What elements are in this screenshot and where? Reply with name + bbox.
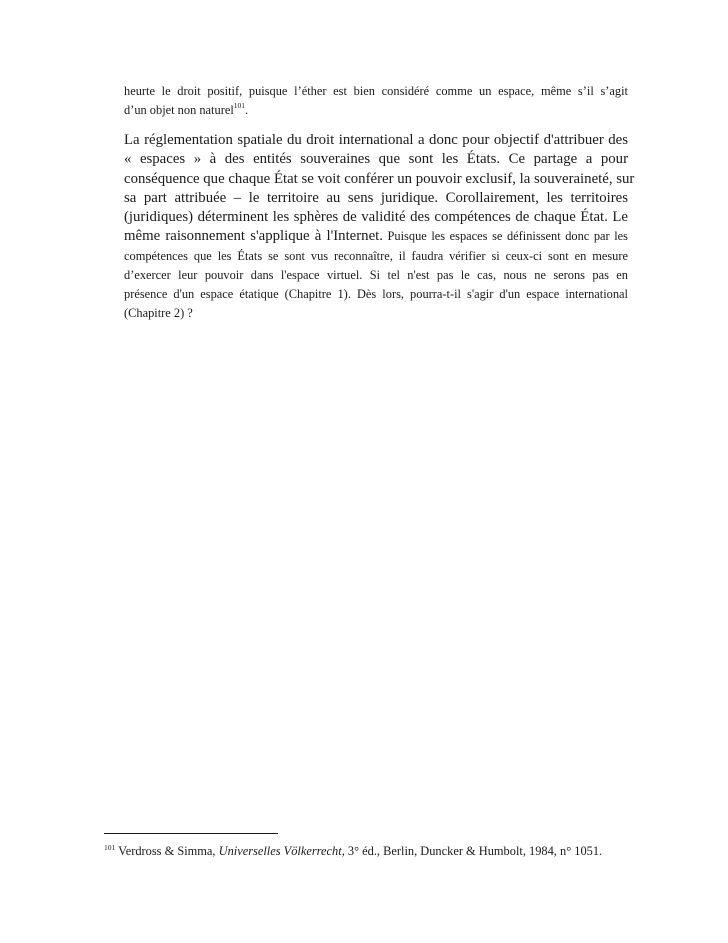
footnote-number: 101 [104, 843, 116, 852]
text-line: heurte le droit positif, puisque l’éther est bien considéré comme un espace, même s’il s’agit [124, 84, 628, 98]
text-line: d’exercer leur pouvoir dans l'espace virtuel. Si tel n'est pas le cas, nous ne serons pas en [124, 267, 628, 282]
footnote-title: Universelles Völkerrecht [218, 844, 342, 858]
paragraph-main [124, 131, 635, 323]
text-line: « espaces » à des entités souveraines que sont les États. Ce partage a pour [124, 151, 628, 168]
text-line: conséquence que chaque État se voit conférer un pouvoir exclusif, la souveraineté, sur [124, 170, 635, 187]
text-line [124, 227, 628, 246]
text-fragment: d’un objet non naturel [124, 103, 234, 117]
footnote-separator [104, 833, 278, 834]
footnote-authors: Verdross & Simma, [115, 844, 219, 858]
footnote [104, 843, 664, 859]
footnote-reference[interactable]: 101 [233, 101, 246, 110]
text-fragment: . [245, 103, 249, 117]
text-line [124, 101, 628, 120]
text-line: La réglementation spatiale du droit international a donc pour objectif d'attribuer des [124, 132, 628, 148]
text-line: sa part attribuée – le territoire au sens juridique. Corollairement, les territoires [124, 189, 628, 206]
text-fragment: même raisonnement s'applique à l'Internet. [124, 228, 383, 245]
text-fragment: Puisque les espaces se définissent donc par les [382, 229, 628, 244]
paragraph-continuation [124, 82, 628, 120]
text-line: (juridiques) déterminent les sphères de validité des compétences de chaque État. Le [124, 209, 628, 226]
text-line: présence d'un espace étatique (Chapitre 1). Dès lors, pourra-t-il s'agir d'un espace international [124, 286, 628, 301]
footnote-details: , 3° éd., Berlin, Duncker & Humbolt, 1984, n° 1051. [341, 844, 603, 858]
text-line: (Chapitre 2) ? [124, 305, 193, 320]
text-line: compétences que les États se sont vus reconnaître, il faudra vérifier si ceux-ci sont en mesure [124, 248, 628, 263]
